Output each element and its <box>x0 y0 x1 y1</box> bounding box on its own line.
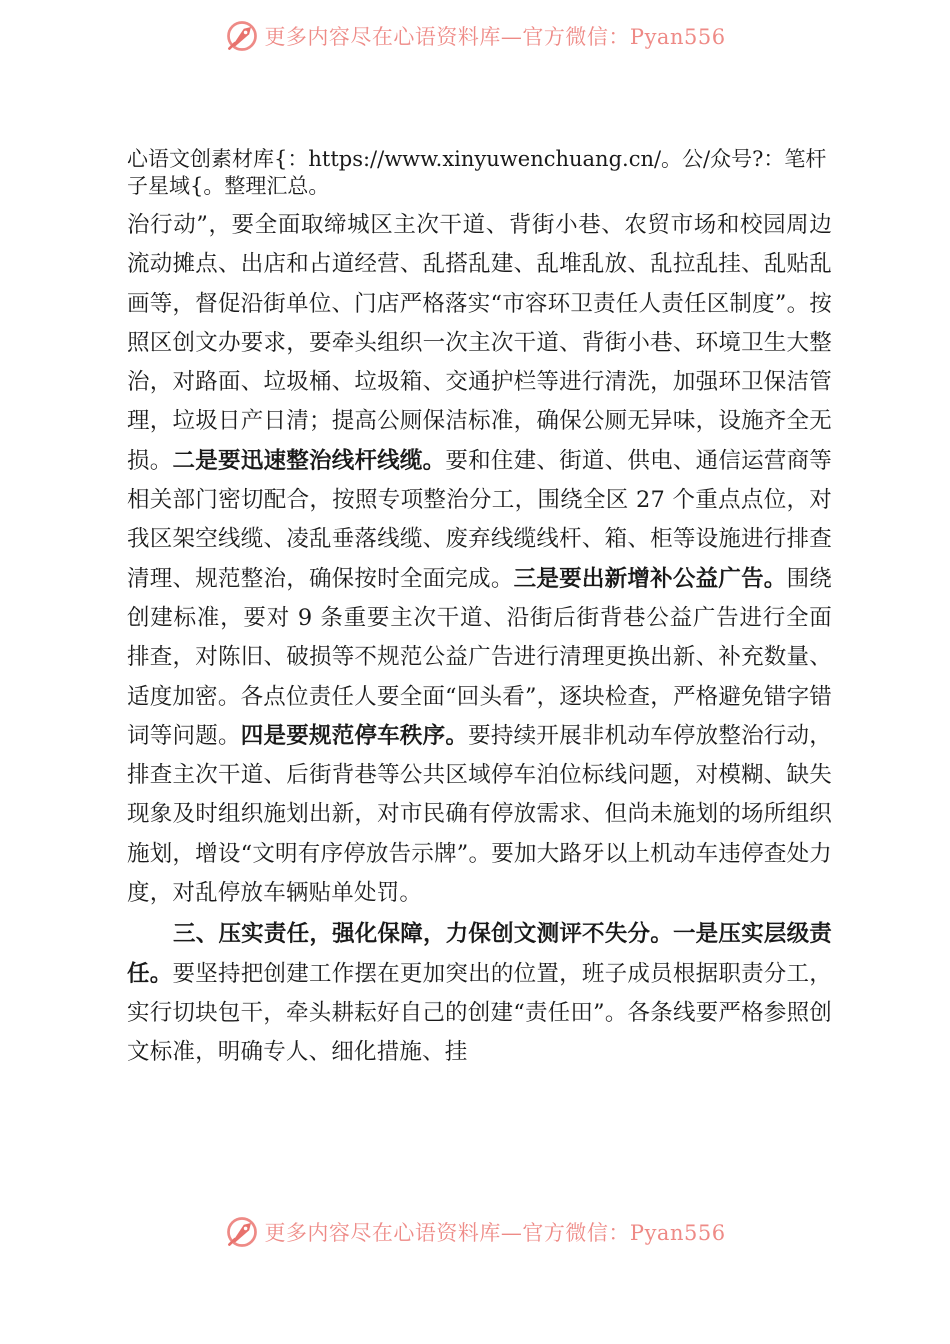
document-body <box>127 146 832 1073</box>
pen-nib-logo-icon <box>224 18 260 54</box>
paragraph-section-three <box>127 915 832 1072</box>
watermark-text: 更多内容尽在心语资料库—官方微信：Pyan556 <box>264 25 726 49</box>
point-heading-four: 四是要规范停车秩序。 <box>240 722 469 749</box>
paragraph-text: 要持续开展非机动车停放整治行动，排查主次干道、后街背巷等公共区域停车泊位标线问题，对模糊、缺失现象及时组织施划出新，对市民确有停放需求、但尚未施划的场所组织施划，增设“文明有序停放告示牌”。要加大路牙以上机动车违停查处力度，对乱停放车辆贴单处罚。 <box>127 722 832 907</box>
point-heading-two: 二是要迅速整治线杆线缆。 <box>172 447 446 474</box>
watermark-header <box>0 14 950 58</box>
watermark-footer <box>0 1210 950 1254</box>
pen-nib-logo-icon <box>224 1214 260 1250</box>
paragraph-continuation <box>127 206 832 913</box>
point-heading-three: 三是要出新增补公益广告。 <box>513 565 787 592</box>
paragraph-text: 要坚持把创建工作摆在更加突出的位置，班子成员根据职责分工，实行切块包干，牵头耕耘好自己的创建“责任田”。各条线要严格参照创文标准，明确专人、细化措施、挂 <box>127 960 832 1066</box>
section-three-heading: 三、压实责任，强化保障，力保创文测评不失分。一是压实层级责任。 <box>127 921 832 987</box>
source-note: 心语文创素材库{：https://www.xinyuwenchuang.cn/。公/众号?：笔杆子星域{。整理汇总。 <box>127 147 827 198</box>
paragraph-text: 治行动”，要全面取缔城区主次干道、背街小巷、农贸市场和校园周边流动摊点、出店和占道经营、乱搭乱建、乱堆乱放、乱拉乱挂、乱贴乱画等，督促沿街单位、门店严格落实“市容环卫责任人责任区制度”。按照区创文办要求，要牵头组织一次主次干道、背街小巷、环境卫生大整治，对路面、垃圾桶、垃圾箱、交通护栏等进行清洗，加强环卫保洁管理，垃圾日产日清；提高公厕保洁标准，确保公厕无异味，设施齐全无损。 <box>127 212 832 474</box>
paragraph-text: 要和住建、街道、供电、通信运营商等相关部门密切配合，按照专项整治分工，围绕全区 27 个重点点位，对我区架空线缆、凌乱垂落线缆、废弃线缆线杆、箱、柜等设施进行排查清理、规范整治，确保按时全面完成。 <box>127 447 833 592</box>
paragraph-text: 围绕创建标准，要对 9 条重要主次干道、沿街后街背巷公益广告进行全面排查，对陈旧、破损等不规范公益广告进行清理更换出新、补充数量、适度加密。各点位责任人要全面“回头看”，逐块检查，严格避免错字错词等问题。 <box>127 565 833 749</box>
watermark-text: 更多内容尽在心语资料库—官方微信：Pyan556 <box>264 1221 726 1245</box>
